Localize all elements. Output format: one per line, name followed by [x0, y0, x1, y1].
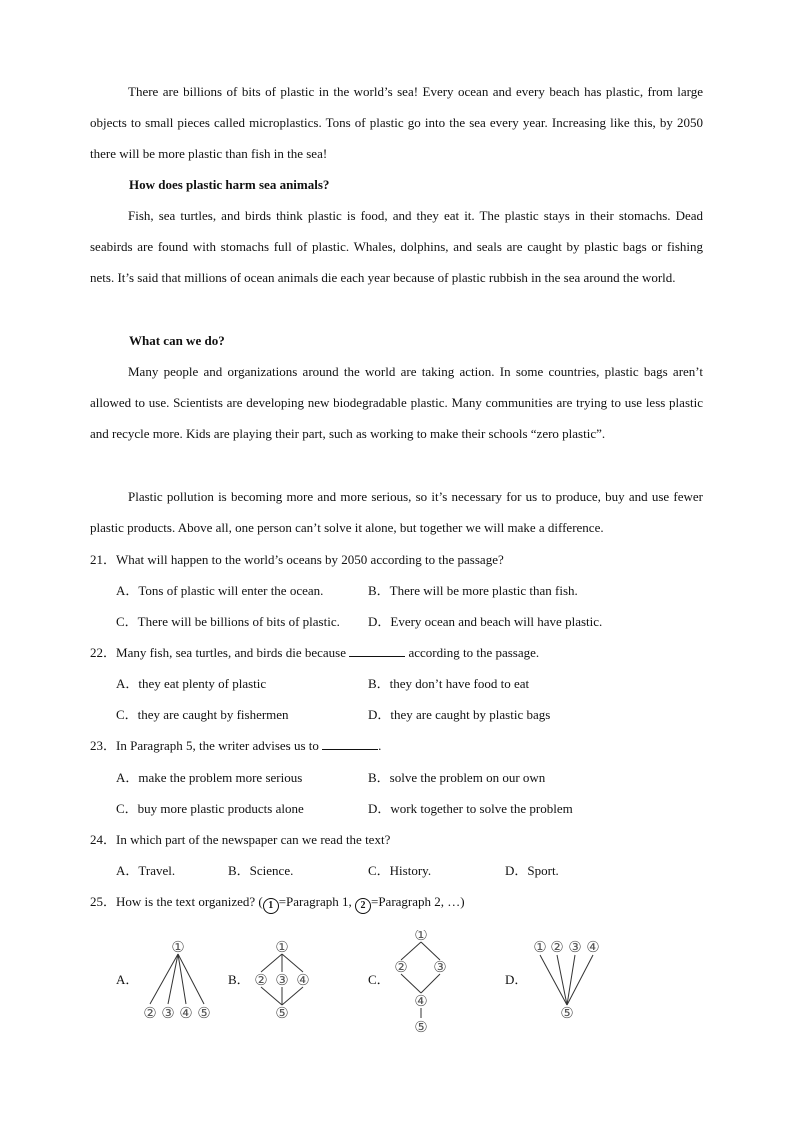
- node-1: ①: [414, 930, 428, 944]
- q24-option-d[interactable]: D．Sport.: [505, 863, 559, 878]
- q21-option-d[interactable]: D．Every ocean and beach will have plastic.: [368, 614, 603, 629]
- question-25: [90, 886, 465, 917]
- node-4: ④: [586, 938, 600, 956]
- q23-option-b[interactable]: B．solve the problem on our own: [368, 770, 546, 785]
- node-3: ③: [275, 971, 289, 989]
- question-number: 22．: [90, 645, 117, 660]
- question-number: 24．: [90, 832, 117, 847]
- q21-option-a[interactable]: A．Tons of plastic will enter the ocean.: [116, 583, 324, 598]
- q24-option-b[interactable]: B．Science.: [228, 863, 294, 878]
- q25-option-b[interactable]: B．: [228, 972, 250, 987]
- question-text: In which part of the newspaper can we read the text?: [116, 832, 391, 847]
- structure-diagrams: [0, 930, 794, 1040]
- paragraph-3: Many people and organizations around the world are taking action. In some countries, plastic bags aren’t allowed to use. Scientists are developing new biodegradable plastic. Many communities are trying to use less plastic and recycle more. Kids are playing their part, such as working to make their schools “zero plastic”.: [90, 364, 703, 441]
- node-5: ⑤: [414, 1018, 428, 1036]
- question-number: 25．: [90, 894, 117, 909]
- node-5: ⑤: [197, 1004, 211, 1022]
- question-23: [90, 730, 381, 761]
- node-2: ②: [143, 1004, 157, 1022]
- paragraph-1: There are billions of bits of plastic in the world’s sea! Every ocean and every beach has plastic, from large objects to small pieces called microplastics. Tons of plastic go into the sea every year. Increasing like this, by 2050 there will be more plastic than fish in the sea!: [90, 84, 703, 161]
- question-text-end: according to the passage.: [405, 645, 540, 660]
- question-text: Many fish, sea turtles, and birds die because: [116, 645, 350, 660]
- heading-what-can-we-do: What can we do?: [129, 333, 225, 348]
- q21-option-b[interactable]: B．There will be more plastic than fish.: [368, 583, 578, 598]
- question-24: [90, 824, 390, 855]
- q25-option-c[interactable]: C．: [368, 972, 390, 987]
- q25-option-d[interactable]: D．: [505, 972, 528, 987]
- answer-blank: [322, 737, 378, 750]
- node-4: ④: [414, 992, 428, 1010]
- node-4: ④: [296, 971, 310, 989]
- question-22: [90, 637, 539, 668]
- answer-blank: [349, 644, 405, 657]
- q22-option-a[interactable]: A．they eat plenty of plastic: [116, 676, 267, 691]
- q23-option-d[interactable]: D．work together to solve the problem: [368, 801, 573, 816]
- node-1: ①: [533, 938, 547, 956]
- paragraph-2-marker: 2: [355, 898, 371, 914]
- paragraph-1-marker: 1: [263, 898, 279, 914]
- node-2: ②: [254, 971, 268, 989]
- q22-option-c[interactable]: C．they are caught by fishermen: [116, 707, 289, 722]
- node-3: ③: [161, 1004, 175, 1022]
- question-number: 21．: [90, 552, 117, 567]
- node-5: ⑤: [275, 1004, 289, 1022]
- q24-option-c[interactable]: C．History.: [368, 863, 432, 878]
- node-1: ①: [275, 938, 289, 956]
- node-3: ③: [568, 938, 582, 956]
- question-text-mid: =Paragraph 1,: [278, 894, 355, 909]
- q23-option-a[interactable]: A．make the problem more serious: [116, 770, 303, 785]
- node-2: ②: [394, 958, 408, 976]
- node-2: ②: [550, 938, 564, 956]
- node-1: ①: [171, 938, 185, 956]
- question-text-end: =Paragraph 2, …): [371, 894, 465, 909]
- node-3: ③: [433, 958, 447, 976]
- q24-option-a[interactable]: A．Travel.: [116, 863, 176, 878]
- q21-option-c[interactable]: C．There will be billions of bits of plastic.: [116, 614, 340, 629]
- question-text: What will happen to the world’s oceans by 2050 according to the passage?: [116, 552, 504, 567]
- question-text: How is the text organized? (: [116, 894, 263, 909]
- q22-option-b[interactable]: B．they don’t have food to eat: [368, 676, 530, 691]
- paragraph-4: Plastic pollution is becoming more and more serious, so it’s necessary for us to produce, buy and use fewer plastic products. Above all, one person can’t solve it alone, but together we will make a difference.: [90, 489, 703, 535]
- question-text: In Paragraph 5, the writer advises us to: [116, 738, 323, 753]
- q22-option-d[interactable]: D．they are caught by plastic bags: [368, 707, 551, 722]
- question-number: 23．: [90, 738, 117, 753]
- question-text-end: .: [378, 738, 382, 753]
- question-21: [90, 544, 504, 575]
- heading-harm: How does plastic harm sea animals?: [129, 177, 330, 192]
- q25-option-a[interactable]: A．: [116, 972, 139, 987]
- paragraph-2: Fish, sea turtles, and birds think plastic is food, and they eat it. The plastic stays in their stomachs. Dead seabirds are found with stomachs full of plastic. Whales, dolphins, and seals are caught by plastic bags or fishing nets. It’s said that millions of ocean animals die each year because of plastic rubbish in the sea around the world.: [90, 208, 703, 285]
- q23-option-c[interactable]: C．buy more plastic products alone: [116, 801, 304, 816]
- node-5: ⑤: [560, 1004, 574, 1022]
- node-4: ④: [179, 1004, 193, 1022]
